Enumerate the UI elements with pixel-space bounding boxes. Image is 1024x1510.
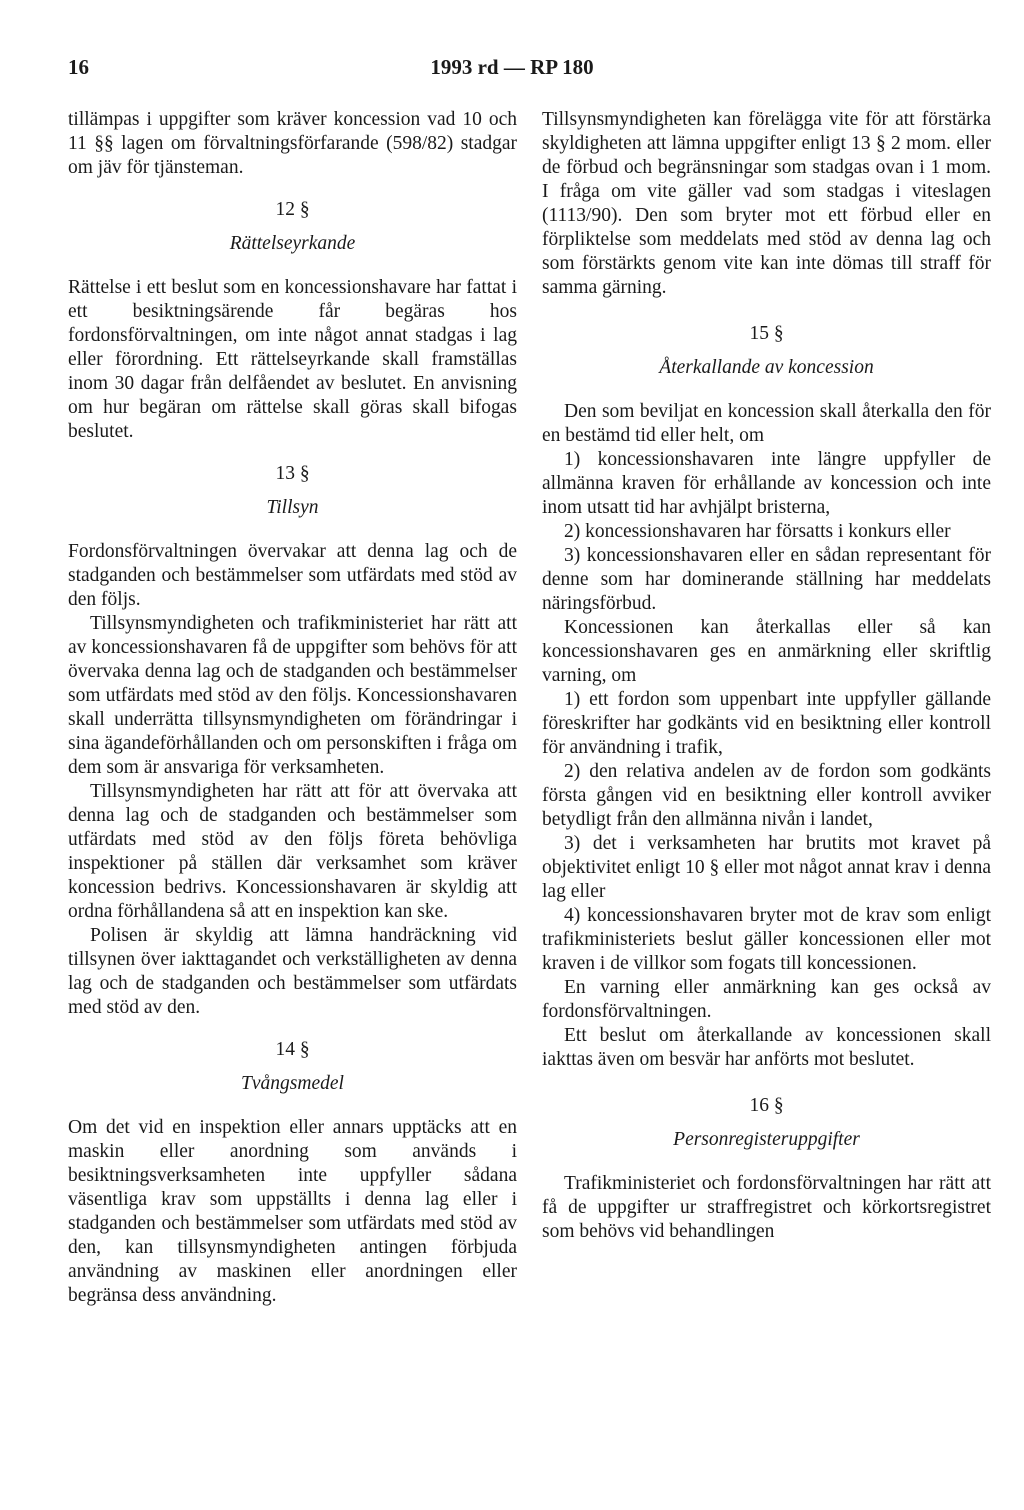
continuation-paragraph: Tillsynsmyndigheten kan förelägga vite för att förstärka skyldigheten att lämna uppgifter enligt 13 § 2 mom. eller de förbud och begränsningar som stadgas ovan i 1 mom. I fråga om vite gäller vad som stadgas i viteslagen (1113/90). Den som bryter mot ett förbud eller en förpliktelse som meddelats med stöd av denna lag och som förstärkts genom vite kan inte dömas till straff för samma gärning. [542, 109, 991, 298]
intro-paragraph: tillämpas i uppgifter som kräver koncession vad 10 och 11 §§ lagen om förvaltningsförfarande (598/82) stadgar om jäv för tjänsteman. [68, 109, 517, 178]
list-item: 2) den relativa andelen av de fordon som godkänts första gången vid en besiktning eller kontroll avviker betydligt från den allmänna nivån i landet, [542, 761, 991, 830]
list-item: 3) det i verksamheten har brutits mot kravet på objektivitet enligt 10 § eller mot något annat krav i denna lag eller [542, 833, 991, 902]
paragraph: Ett beslut om återkallande av koncessionen skall iakttas även om besvär har anförts mot beslutet. [542, 1025, 991, 1070]
section-14 [68, 1038, 517, 1308]
section-13 [68, 462, 517, 1020]
section-number: 12 § [275, 199, 310, 220]
paragraph: Polisen är skyldig att lämna handräckning vid tillsynen över iakttagandet och verkställigheten av denna lag och de stadganden och bestämmelser som utfärdats med stöd av den. [68, 925, 517, 1018]
right-column [542, 108, 991, 1244]
paragraph: En varning eller anmärkning kan ges också av fordonsförvaltningen. [542, 977, 991, 1022]
running-header: 1993 rd — RP 180 [430, 55, 594, 79]
lead-paragraph: Den som beviljat en koncession skall återkalla den för en bestämd tid eller helt, om [542, 401, 991, 446]
section-title: Personregisteruppgifter [673, 1129, 860, 1150]
section-title: Rättelseyrkande [229, 233, 356, 254]
paragraph: Trafikministeriet och fordonsförvaltningen har rätt att få de uppgifter ur straffregistret och körkortsregistret som behövs vid behandlingen [542, 1173, 991, 1242]
section-title: Tvångsmedel [241, 1073, 344, 1094]
section-12 [68, 198, 517, 444]
section-number: 13 § [275, 463, 310, 484]
paragraph: Rättelse i ett beslut som en koncessionshavare har fattat i ett besiktningsärende får begäras hos fordonsförvaltningen, om inte något annat stadgas i lag eller förordning. Ett rättelseyrkande skall framställas inom 30 dagar från delfåendet av beslutet. En anvisning om hur begäran om rättelse skall göras skall bifogas beslutet. [68, 277, 517, 442]
list-item: 4) koncessionshavaren bryter mot de krav som enligt trafikministeriets beslut gäller koncessionen eller mot kraven i de villkor som fogats till koncessionen. [542, 905, 991, 974]
section-title: Tillsyn [266, 497, 319, 518]
section-number: 15 § [749, 323, 784, 344]
section-number: 16 § [749, 1095, 784, 1116]
list-item: 3) koncessionshavaren eller en sådan representant för denne som har dominerande ställning har meddelats näringsförbud. [542, 545, 991, 614]
list-item: 1) ett fordon som uppenbart inte uppfyller gällande föreskrifter har godkänts vid en besiktning eller kontroll för användning i trafik, [542, 689, 991, 758]
paragraph: Fordonsförvaltningen övervakar att denna lag och de stadganden och bestämmelser som utfärdats med stöd av den följs. [68, 541, 517, 610]
section-title: Återkallande av koncession [659, 357, 874, 378]
paragraph: Tillsynsmyndigheten och trafikministeriet har rätt att av koncessionshavaren få de uppgifter som behövs för att övervaka denna lag och de stadganden och bestämmelser som utfärdats med stöd av den följs. Koncessionshavaren skall underrätta tillsynsmyndigheten om förändringar i sina ägandeförhållanden och om personskiften i fråga om dem som är ansvariga för verksamheten. [68, 613, 517, 778]
lead-paragraph: Koncessionen kan återkallas eller så kan koncessionshavaren ges en anmärkning eller skriftlig varning, om [542, 617, 991, 686]
list-item: 1) koncessionshavaren inte längre uppfyller de allmänna kraven för erhållande av koncession och inte inom utsatt tid har avhjälpt bristerna, [542, 449, 991, 518]
paragraph: Om det vid en inspektion eller annars upptäcks att en maskin eller anordning som används i besiktningsverksamheten inte uppfyller sådana väsentliga krav som uppställts i denna lag eller i stadganden och bestämmelser som utfärdats med stöd av den, kan tillsynsmyndigheten antingen förbjuda användning av maskinen eller anordningen eller begränsa dess användning. [68, 1117, 517, 1306]
section-number: 14 § [275, 1039, 310, 1060]
section-16 [542, 1094, 991, 1244]
left-column [68, 108, 517, 1308]
section-15 [542, 322, 991, 1072]
list-item: 2) koncessionshavaren har försatts i konkurs eller [564, 521, 951, 542]
page-number: 16 [68, 55, 89, 79]
paragraph: Tillsynsmyndigheten har rätt att för att övervaka att denna lag och de stadganden och bestämmelser som utfärdats med stöd av den följs företa behövliga inspektioner på ställen där verksamhet som kräver koncession bedrivs. Koncessionshavaren är skyldig att ordna förhållandena så att en inspektion kan ske. [68, 781, 517, 922]
